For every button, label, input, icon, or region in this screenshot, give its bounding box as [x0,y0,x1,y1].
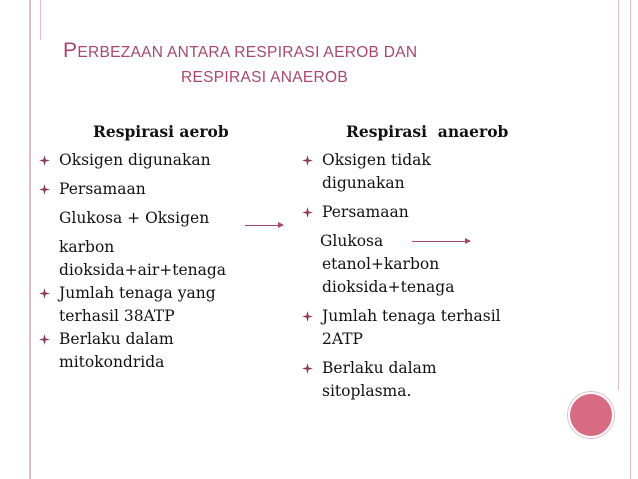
list-item-text: Oksigen digunakan [59,151,211,169]
left-accent-line-secondary [40,0,41,40]
right-arrow-icon [412,241,470,242]
diamond-bullet-icon [302,207,313,218]
anaerobic-column [302,120,552,403]
equation-line: dioksida+air+tenaga [59,261,227,279]
list-item-text: Berlaku dalam [322,359,437,377]
equation-line: dioksida+tenaga [322,278,455,296]
right-accent-line-inner [618,0,619,390]
diamond-bullet-icon [39,184,50,195]
list-item-text: Jumlah tenaga terhasil [322,307,501,325]
list-item-text: Jumlah tenaga yang [59,284,216,302]
list-item-text: digunakan [322,174,405,192]
diamond-bullet-icon [302,311,313,322]
list-item [39,178,279,201]
equation-line: karbon [59,238,115,256]
list-item [39,149,279,172]
list-item-text: Persamaan [322,203,409,221]
equation-line: etanol+karbon [322,255,440,273]
diamond-bullet-icon [39,155,50,166]
list-item [302,305,552,351]
equation-line: Glukosa + Oksigen [59,209,210,227]
aerobic-column [39,120,279,374]
right-arrow-icon [245,225,283,226]
aerobic-heading: Respirasi aerob [93,122,229,141]
left-accent-line [29,0,31,479]
anaerobic-heading: Respirasi anaerob [346,122,509,141]
title-line-2: RESPIRASI ANAEROB [181,69,349,86]
list-item-text: Oksigen tidak [322,151,431,169]
list-item [39,328,279,374]
list-item-text: sitoplasma. [322,382,412,400]
diamond-bullet-icon [302,363,313,374]
title-initial: P [63,39,78,62]
slide-title [63,38,583,90]
list-item [302,201,552,224]
title-line-1: ERBEZAAN ANTARA RESPIRASI AEROB DAN [77,44,418,61]
decorative-circle [568,392,614,438]
diamond-bullet-icon [302,155,313,166]
list-item-text: Berlaku dalam [59,330,174,348]
list-item-text: terhasil 38ATP [59,307,175,325]
diamond-bullet-icon [39,334,50,345]
equation-line: Glukosa [320,232,384,250]
list-item [302,149,552,195]
list-item-text: 2ATP [322,330,363,348]
list-item-text: mitokondrida [59,353,165,371]
diamond-bullet-icon [39,288,50,299]
right-accent-line-outer [630,0,631,479]
list-item-text: Persamaan [59,180,146,198]
list-item [302,357,552,403]
list-item [39,282,279,328]
